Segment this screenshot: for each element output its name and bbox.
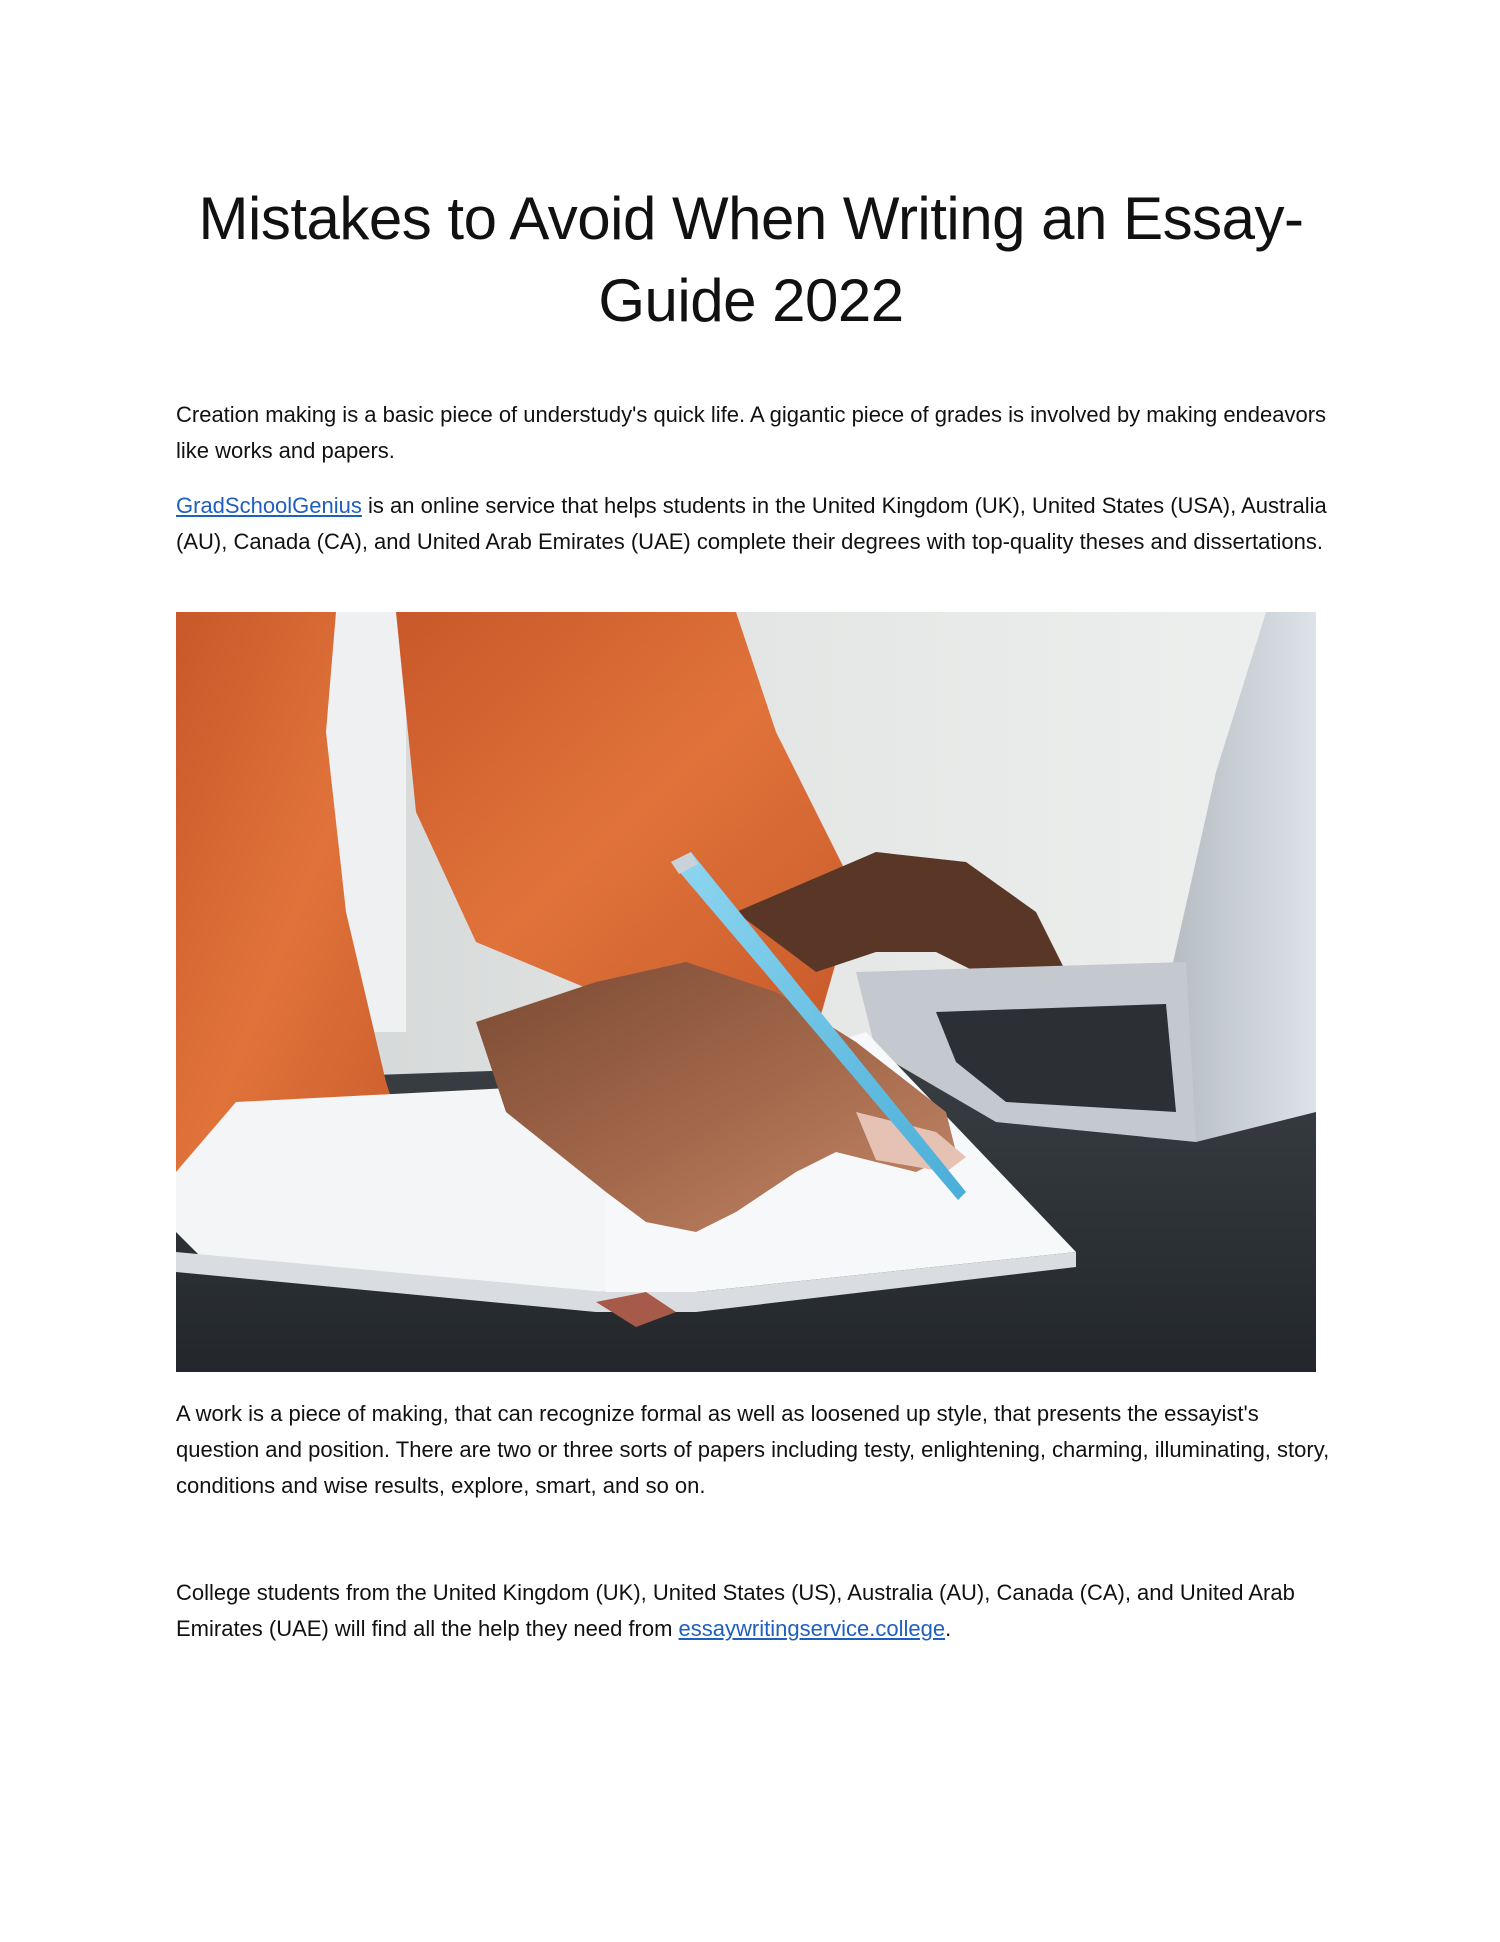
essay-definition-paragraph: A work is a piece of making, that can recognize formal as well as loosened up style, that presents the essayist's question and position. There are two or three sorts of papers including testy, enlightening, charming, illuminating, story, conditions and wise results, explore, smart, and so on. (176, 1401, 1330, 1498)
page-title: Mistakes to Avoid When Writing an Essay-Guide 2022 (198, 185, 1304, 334)
college-help-suffix: . (945, 1616, 952, 1641)
college-help-text: College students from the United Kingdom (UK), United States (US), Australia (AU), Canada (CA), and United Arab Emirates (UAE) will find all the help they need from (176, 1580, 1295, 1641)
photo-illustration (176, 612, 1316, 1372)
writing-photo (176, 612, 1316, 1372)
college-help-paragraph (176, 1575, 1336, 1647)
gradschoolgenius-link[interactable]: GradSchoolGenius (176, 493, 362, 518)
intro-paragraph: Creation making is a basic piece of understudy's quick life. A gigantic piece of grades is involved by making endeavors like works and papers. (176, 402, 1327, 463)
service-paragraph (176, 488, 1336, 560)
service-paragraph-text: is an online service that helps students in the United Kingdom (UK), United States (USA), Australia (AU), Canada (CA), and United Arab Emirates (UAE) complete their degrees with top-quality theses and dissertations. (176, 493, 1327, 554)
essaywritingservice-link[interactable]: essaywritingservice.college (678, 1616, 946, 1641)
